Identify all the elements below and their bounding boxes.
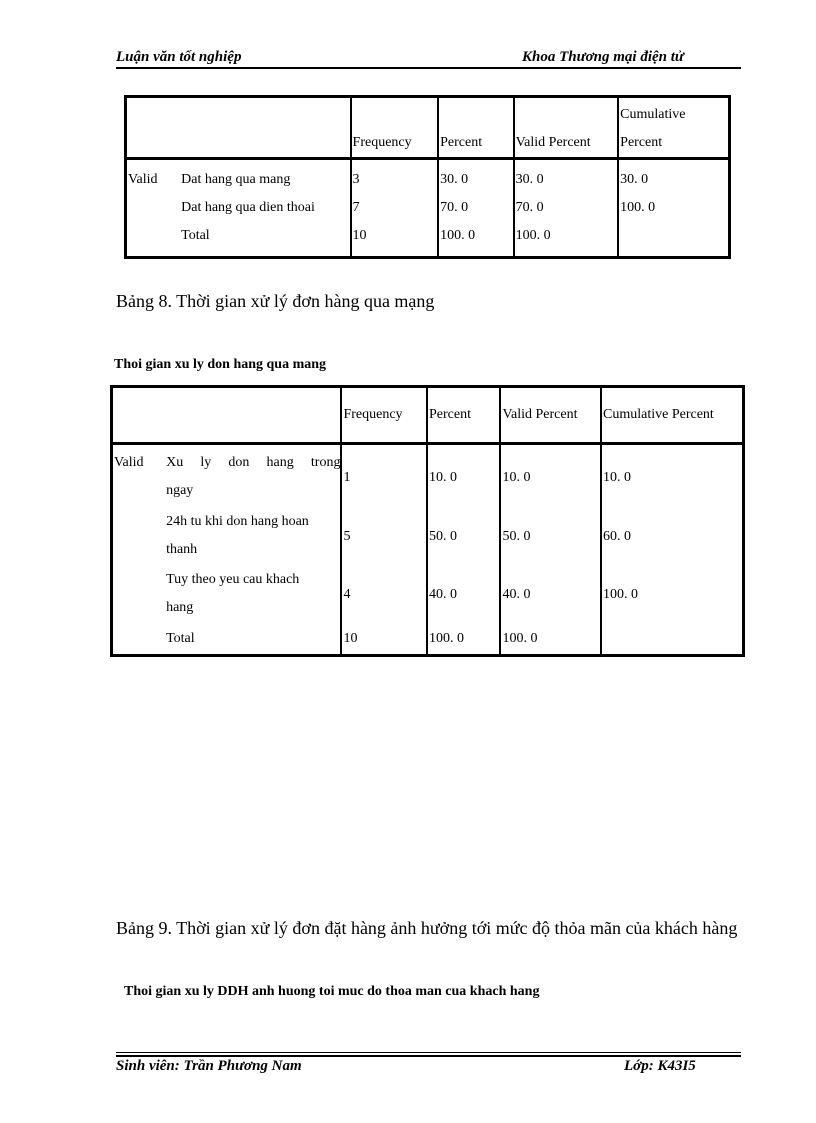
cell-valid-percent: 30. 0 — [514, 159, 619, 195]
table-row — [112, 444, 744, 508]
table3-title: Thoi gian xu ly DDH anh huong toi muc do thoa man cua khach hang — [124, 984, 540, 999]
table-row — [112, 566, 744, 624]
footer-class: Lớp: K43I5 — [624, 1058, 696, 1074]
valid-label: Valid — [114, 455, 144, 470]
table-caption-8: Bảng 8. Thời gian xử lý đơn hàng qua mạng — [116, 291, 435, 311]
row-label-line1: 24h tu khi don hang hoan — [166, 513, 309, 529]
table-row — [126, 159, 730, 195]
footer-rule-thick — [116, 1055, 741, 1057]
row-label: Total — [166, 630, 195, 646]
table-caption-9: Bảng 9. Thời gian xử lý đơn đặt hàng ảnh hưởng tới mức độ thỏa mãn của khách hàng — [116, 918, 738, 938]
cell-frequency: 10 — [351, 222, 439, 258]
table-row — [112, 508, 744, 566]
footer-rule-thin — [116, 1052, 741, 1053]
footer-student: Sinh viên: Trần Phương Nam — [116, 1058, 302, 1074]
cell-percent: 100. 0 — [438, 222, 513, 258]
processing-time-table — [110, 385, 745, 657]
col-cumulative-line2: Percent — [620, 135, 663, 150]
header-faculty: Khoa Thương mại điện tử — [522, 49, 684, 65]
col-valid-percent: Valid Percent — [500, 387, 601, 444]
cell-cumulative — [601, 625, 744, 656]
row-label: Dat hang qua mang — [181, 172, 291, 187]
row-label-line2: ngay — [166, 483, 194, 498]
cell-valid-percent: 100. 0 — [500, 625, 601, 656]
cell-cumulative: 100. 0 — [603, 587, 638, 603]
col-percent: Percent — [427, 387, 500, 444]
col-valid-percent: Valid Percent — [514, 97, 619, 159]
row-label — [165, 566, 341, 624]
cell-frequency: 1 — [341, 444, 427, 508]
col-cumulative-percent: Cumulative Percent — [601, 387, 744, 444]
col-percent: Percent — [438, 97, 513, 159]
cell-frequency: 10 — [341, 625, 427, 656]
col-cumulative-percent — [618, 97, 729, 159]
row-label-line1: Tuy theo yeu cau khach — [166, 572, 300, 588]
cell-cumulative: 10. 0 — [603, 470, 631, 486]
cell-frequency: 4 — [341, 566, 427, 624]
order-channel-table — [124, 95, 731, 259]
cell-percent: 70. 0 — [438, 194, 513, 222]
cell-valid-percent: 40. 0 — [500, 566, 601, 624]
row-label: Total — [181, 228, 210, 243]
cell-cumulative: 60. 0 — [603, 528, 631, 544]
table2-title: Thoi gian xu ly don hang qua mang — [114, 357, 327, 372]
col-frequency: Frequency — [351, 97, 439, 159]
row-label — [165, 508, 341, 566]
header-rule — [116, 67, 741, 69]
cell-percent: 30. 0 — [438, 159, 513, 195]
cell-valid-percent: 50. 0 — [500, 508, 601, 566]
cell-percent: 100. 0 — [427, 625, 500, 656]
cell-percent: 50. 0 — [427, 508, 500, 566]
row-label — [165, 444, 341, 508]
table-row — [126, 194, 730, 222]
cell-valid-percent: 100. 0 — [514, 222, 619, 258]
table-row — [126, 222, 730, 258]
col-frequency: Frequency — [341, 387, 427, 444]
row-label-line2: thanh — [166, 541, 198, 557]
cell-frequency: 3 — [351, 159, 439, 195]
cell-frequency: 7 — [351, 194, 439, 222]
cell-cumulative — [618, 222, 729, 258]
cell-percent: 10. 0 — [427, 444, 500, 508]
col-cumulative-line1: Cumulative — [620, 107, 686, 122]
row-label-line1: Xu ly don hang trong — [166, 455, 341, 470]
row-label: Dat hang qua dien thoai — [181, 200, 315, 215]
cell-percent: 40. 0 — [427, 566, 500, 624]
header-thesis-title: Luận văn tốt nghiệp — [116, 49, 242, 65]
valid-label: Valid — [128, 172, 158, 187]
cell-frequency: 5 — [341, 508, 427, 566]
row-label-line2: hang — [166, 600, 194, 616]
cell-cumulative: 100. 0 — [620, 200, 656, 215]
table-row — [112, 625, 744, 656]
cell-valid-percent: 10. 0 — [500, 444, 601, 508]
cell-valid-percent: 70. 0 — [514, 194, 619, 222]
cell-cumulative: 30. 0 — [620, 172, 649, 187]
